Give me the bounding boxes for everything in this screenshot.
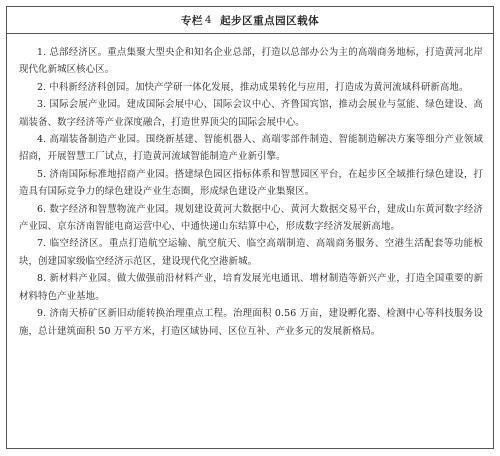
list-item: 4. 高端装备制造产业园。围绕新基建、智能机器人、高端零部件制造、智能制造解决方案等细分产业领域招商，开展智慧工厂试点，打造黄河流域智能制造产业新引擎。 [19,134,483,163]
list-item: 3. 国际会展产业园。建成国际会展中心、国际会议中心、齐鲁国宾馆，推动会展业与氢能、绿色建设、高端装备、数字经济等产业深度融合，打造世界顶尖的国际会展中心。 [19,99,483,128]
list-item: 5. 济南国际标准地招商产业园。搭建绿色园区指标体系和智慧园区平台，在起步区全域推行绿色建设，打造具有国际竞争力的绿色建设产业生态圈，形成绿色建设产业集聚区。 [19,168,483,198]
box-label: 专栏 [180,14,203,27]
feature-box [6,6,494,449]
list-item: 9. 济南天桥矿区新旧动能转换治理重点工程。治理面积 0.56 万亩，建设孵化器、检测中心等科技服务设施，总计建筑面积 50 万平方米，打造区域协同、区位互补、产业多元的发展新格局。 [19,308,483,337]
box-body [7,34,493,340]
box-number: 4 [204,14,213,26]
box-header [7,7,493,34]
box-title: 起步区重点园区载体 [220,14,320,27]
list-item: 6. 数字经济和智慧物流产业园。规划建设黄河大数据中心、黄河大数据交易平台，建成山东黄河数字经济产业园、京东济南智能电商运营中心、中通快递山东结算中心，形成数字经济发展新高地。 [19,203,483,233]
list-item: 1. 总部经济区。重点集聚大型央企和知名企业总部，打造以总部办公为主的高端商务地标，打造黄河北岸现代化新城区核心区。 [19,47,483,76]
list-item: 8. 新材料产业园。做大做强前沿材料产业，培育发展光电通讯、增材制造等新兴产业，打造全国重要的新材料特色产业基地。 [19,273,483,302]
list-item: 7. 临空经济区。重点打造航空运输、航空航天、临空高端制造、高端商务服务、空港生活配套等功能板块，创建国家级临空经济示范区，建设现代化空港新城。 [19,238,483,267]
list-item: 2. 中科新经济科创园。加快产学研一体化发展，推动成果转化与应用，打造成为黄河流域科研新高地。 [37,81,469,93]
